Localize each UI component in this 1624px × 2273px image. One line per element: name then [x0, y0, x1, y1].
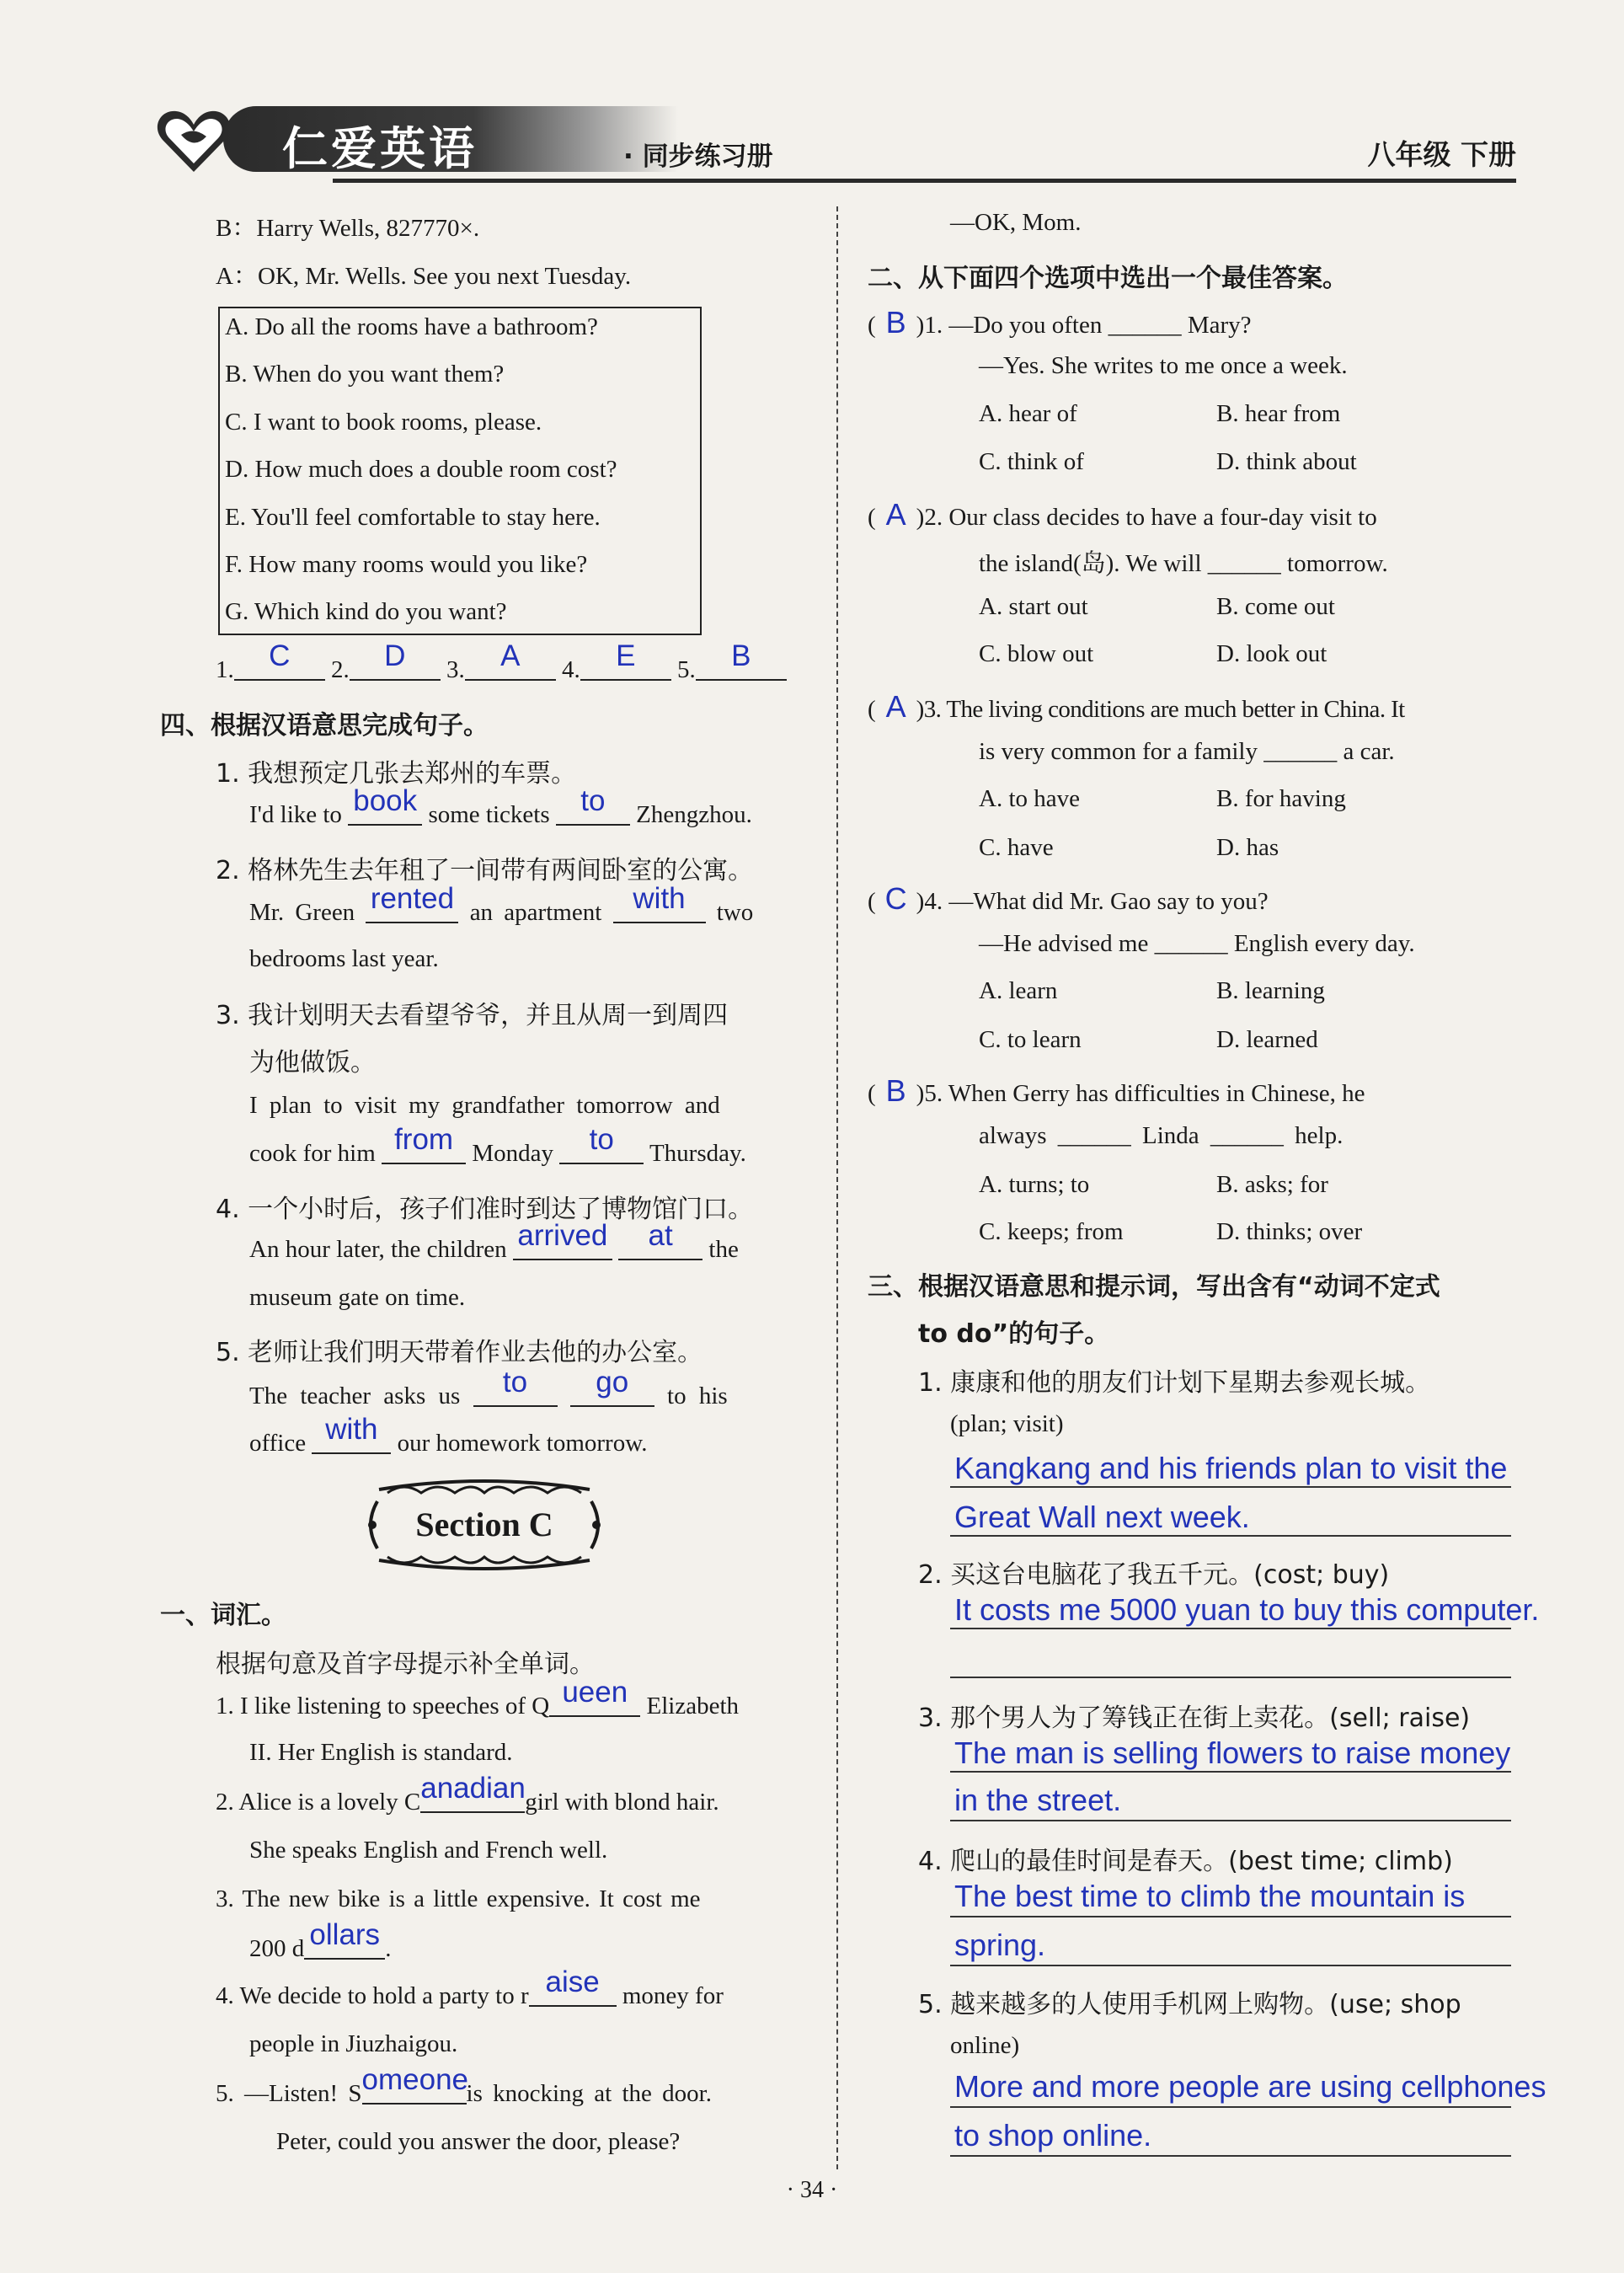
q5-english: The teacher asks us to go to his — [249, 1366, 728, 1409]
q2-english: Mr. Green rented an apartment with two — [249, 882, 754, 926]
q2-blank-2[interactable]: with — [613, 895, 706, 923]
option-g: G. Which kind do you want? — [225, 598, 507, 625]
section4-title: 四、根据汉语意思完成句子。 — [160, 711, 489, 741]
heart-logo-icon — [156, 108, 232, 175]
s2-rule-1 — [950, 1628, 1511, 1629]
page-number: · 34 · — [786, 2177, 838, 2203]
grade-label: 八年级 下册 — [1367, 138, 1516, 171]
mc1-opt-a[interactable]: A. hear of — [979, 400, 1077, 427]
fill-blank[interactable] — [234, 639, 325, 681]
s5-answer-1: More and more people are using cellphones — [954, 2069, 1547, 2104]
mc3-opt-c[interactable]: C. have — [979, 834, 1054, 861]
option-f: F. How many rooms would you like? — [225, 551, 588, 578]
q4-blank-2[interactable]: at — [618, 1232, 702, 1260]
q1-chinese: 1. 我想预定几张去郑州的车票。 — [216, 759, 577, 789]
fill-num: 1. — [216, 656, 234, 683]
section-c-title: Section C — [415, 1506, 553, 1543]
v2-line: 2. Alice is a lovely Canadiangirl with blond hair. — [216, 1772, 719, 1816]
v4-cont: people in Jiuzhaigou. — [249, 2030, 458, 2057]
q5-blank-3[interactable]: with — [312, 1425, 391, 1454]
q3-chinese-2: 为他做饭。 — [249, 1048, 376, 1078]
s1-answer-2: Great Wall next week. — [954, 1500, 1250, 1534]
q2-english-cont: bedrooms last year. — [249, 945, 439, 972]
s3-answer-2: in the street. — [954, 1783, 1122, 1817]
q1-blank-2[interactable]: to — [556, 797, 630, 826]
q3-blank-2[interactable]: to — [559, 1136, 644, 1164]
s1-hint: (plan; visit) — [950, 1410, 1064, 1437]
section2-title: 二、从下面四个选项中选出一个最佳答案。 — [868, 264, 1348, 293]
mc4-stem2: —He advised me ______ English every day. — [979, 930, 1415, 957]
option-d: D. How much does a double room cost? — [225, 456, 617, 483]
mc5-opt-c[interactable]: C. keeps; from — [979, 1218, 1124, 1245]
mc2-opt-c[interactable]: C. blow out — [979, 640, 1094, 667]
q1-blank-1[interactable]: book — [348, 797, 422, 826]
q3-english-1: I plan to visit my grandfather tomorrow and — [249, 1092, 720, 1119]
s5-rule-2 — [950, 2155, 1511, 2157]
q3-blank-1[interactable]: from — [382, 1136, 466, 1164]
mc4: ( C )4. —What did Mr. Gao say to you? — [868, 881, 1269, 916]
fill-answer: B — [731, 639, 751, 672]
mc2-answer: A — [885, 497, 906, 532]
mc1-opt-d[interactable]: D. think about — [1216, 448, 1357, 475]
s2-rule-2 — [950, 1677, 1511, 1678]
mc3-opt-d[interactable]: D. has — [1216, 834, 1279, 861]
mc2: ( A )2. Our class decides to have a four-day visit to — [868, 497, 1377, 532]
v1-cont: II. Her English is standard. — [249, 1739, 513, 1766]
s5-chinese: 5. 越来越多的人使用手机网上购物。(use; shop — [918, 1990, 1461, 2019]
mc5-opt-d[interactable]: D. thinks; over — [1216, 1218, 1363, 1245]
fill-answers-row — [216, 639, 787, 684]
q4-blank-1[interactable]: arrived — [513, 1232, 612, 1260]
fill-num: 5. — [677, 656, 696, 683]
vocab-instruction: 根据句意及首字母提示补全单词。 — [216, 1650, 595, 1679]
fill-answer: A — [500, 639, 521, 672]
mc3-opt-b[interactable]: B. for having — [1216, 785, 1346, 812]
s2-chinese: 2. 买这台电脑花了我五千元。(cost; buy) — [918, 1560, 1390, 1590]
dialog-line-a: A：OK, Mr. Wells. See you next Tuesday. — [216, 263, 632, 290]
option-c: C. I want to book rooms, please. — [225, 409, 542, 436]
s3-rule-1 — [950, 1771, 1511, 1773]
header-rule — [333, 179, 1516, 183]
fill-answer: E — [616, 639, 636, 672]
s5-rule-1 — [950, 2106, 1511, 2108]
q3-english-2: cook for him from Monday to Thursday. — [249, 1123, 746, 1167]
fill-blank[interactable] — [696, 639, 787, 681]
v5-line: 5. —Listen! Someoneis knocking at the door. — [216, 2063, 712, 2107]
v4-line: 4. We decide to hold a party to r aise money for — [216, 1965, 724, 2009]
mc4-opt-c[interactable]: C. to learn — [979, 1026, 1082, 1053]
option-b: B. When do you want them? — [225, 361, 505, 388]
mc3-opt-a[interactable]: A. to have — [979, 785, 1080, 812]
subtitle: · 同步练习册 — [623, 142, 773, 172]
fill-blank[interactable] — [465, 639, 556, 681]
header — [156, 99, 1516, 184]
mc5-stem2: always ______ Linda ______ help. — [979, 1122, 1344, 1149]
mc5-opt-a[interactable]: A. turns; to — [979, 1171, 1090, 1198]
mc3: ( A )3. The living conditions are much better in China. It — [868, 689, 1405, 724]
q2-blank-1[interactable]: rented — [366, 895, 458, 923]
q5-blank-1[interactable]: to — [473, 1378, 558, 1407]
mc1-answer: B — [885, 305, 906, 340]
s1-rule-1 — [950, 1486, 1511, 1488]
v1-line: 1. I like listening to speeches of Q ueen Elizabeth — [216, 1676, 740, 1719]
mc3-answer: A — [885, 689, 906, 724]
q1-english: I'd like to book some tickets to Zhengzhou. — [249, 784, 752, 828]
v4-blank[interactable]: aise — [529, 1978, 617, 2007]
mc5: ( B )5. When Gerry has difficulties in Chinese, he — [868, 1073, 1365, 1108]
top-line: —OK, Mom. — [950, 209, 1082, 236]
s1-rule-2 — [950, 1535, 1511, 1537]
s4-answer-2: spring. — [954, 1928, 1046, 1962]
mc4-answer: C — [884, 881, 907, 916]
mc2-opt-d[interactable]: D. look out — [1216, 640, 1328, 667]
mc2-stem2: the island(岛). We will ______ tomorrow. — [979, 550, 1388, 577]
v1-blank[interactable]: ueen — [549, 1688, 640, 1717]
mc1: ( B )1. —Do you often ______ Mary? — [868, 305, 1252, 340]
v5-cont: Peter, could you answer the door, please? — [276, 2128, 681, 2155]
v3-blank[interactable]: ollars — [304, 1931, 385, 1960]
mc4-opt-d[interactable]: D. learned — [1216, 1026, 1318, 1053]
fill-num: 2. — [331, 656, 350, 683]
s5-chinese-2: online) — [950, 2032, 1020, 2059]
s4-rule-2 — [950, 1965, 1511, 1966]
s4-chinese: 4. 爬山的最佳时间是春天。(best time; climb) — [918, 1847, 1453, 1876]
s3-answer-1: The man is selling flowers to raise money — [954, 1736, 1511, 1770]
fill-blank[interactable] — [350, 639, 441, 681]
mc4-opt-a[interactable]: A. learn — [979, 977, 1058, 1004]
s4-rule-1 — [950, 1916, 1511, 1917]
mc1-stem2: —Yes. She writes to me once a week. — [979, 352, 1348, 379]
dialog-line-b: B：Harry Wells, 827770×. — [216, 215, 480, 242]
s1-chinese: 1. 康康和他的朋友们计划下星期去参观长城。 — [918, 1368, 1431, 1398]
option-a: A. Do all the rooms have a bathroom? — [225, 313, 598, 340]
v2-cont: She speaks English and French well. — [249, 1837, 608, 1864]
q3-chinese-1: 3. 我计划明天去看望爷爷，并且从周一到周四 — [216, 1001, 729, 1030]
s4-answer-1: The best time to climb the mountain is — [954, 1879, 1466, 1913]
fill-num: 3. — [446, 656, 465, 683]
v2-blank[interactable]: anadian — [420, 1784, 525, 1813]
q4-english: An hour later, the children arrived at the — [249, 1219, 739, 1263]
section3-title-2: to do”的句子。 — [918, 1319, 1110, 1349]
q5-chinese: 5. 老师让我们明天带着作业去他的办公室。 — [216, 1338, 703, 1367]
mc1-opt-c[interactable]: C. think of — [979, 448, 1084, 475]
fill-answer: D — [384, 639, 406, 672]
s1-answer-1: Kangkang and his friends plan to visit the — [954, 1451, 1508, 1485]
vocab-title: 一、词汇。 — [160, 1601, 286, 1630]
q4-english-cont: museum gate on time. — [249, 1284, 466, 1311]
center-cut-line — [836, 206, 838, 2169]
v3-cont: 200 d ollars . — [249, 1918, 392, 1962]
mc2-opt-a[interactable]: A. start out — [979, 593, 1088, 620]
mc5-answer: B — [885, 1073, 906, 1108]
mc4-opt-b[interactable]: B. learning — [1216, 977, 1325, 1004]
q5-blank-2[interactable]: go — [570, 1378, 654, 1407]
s5-answer-2: to shop online. — [954, 2118, 1152, 2153]
q5-english-cont: office with our homework tomorrow. — [249, 1413, 648, 1457]
v3-line: 3. The new bike is a little expensive. It cost me — [216, 1885, 701, 1912]
fill-blank[interactable] — [580, 639, 671, 681]
mc3-stem2: is very common for a family ______ a car. — [979, 738, 1395, 765]
v5-blank[interactable]: omeone — [362, 2076, 467, 2105]
s3-rule-2 — [950, 1820, 1511, 1821]
mc2-opt-b[interactable]: B. come out — [1216, 593, 1335, 620]
q2-chinese: 2. 格林先生去年租了一间带有两间卧室的公寓。 — [216, 856, 754, 885]
brand-title: 仁爱英语 — [282, 122, 478, 175]
q4-chinese: 4. 一个小时后，孩子们准时到达了博物馆门口。 — [216, 1195, 754, 1224]
option-e: E. You'll feel comfortable to stay here. — [225, 504, 601, 531]
section-c-ornament — [362, 1476, 606, 1574]
section3-title-1: 三、根据汉语意思和提示词，写出含有“动词不定式 — [868, 1272, 1440, 1302]
mc5-opt-b[interactable]: B. asks; for — [1216, 1171, 1328, 1198]
s2-answer-1: It costs me 5000 yuan to buy this computer. — [954, 1592, 1540, 1627]
fill-num: 4. — [562, 656, 580, 683]
mc1-opt-b[interactable]: B. hear from — [1216, 400, 1341, 427]
fill-answer: C — [269, 639, 291, 672]
s3-chinese: 3. 那个男人为了筹钱正在街上卖花。(sell; raise) — [918, 1703, 1471, 1733]
